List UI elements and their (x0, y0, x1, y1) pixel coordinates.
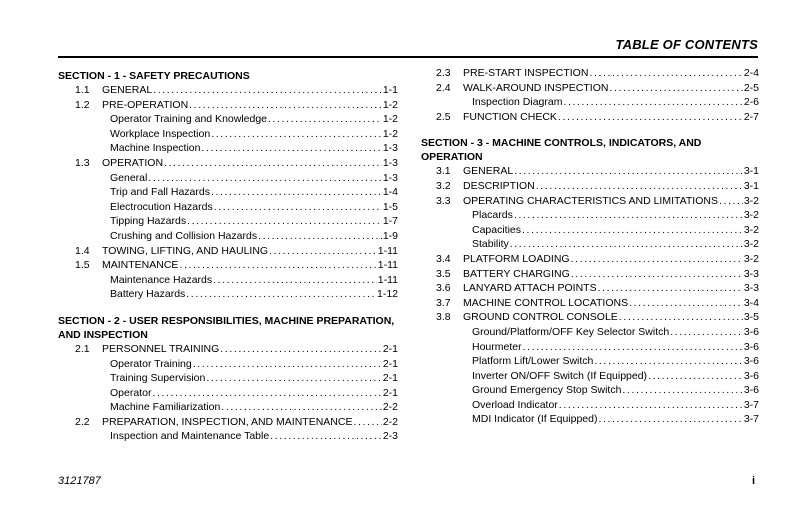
toc-entry[interactable] (421, 267, 759, 282)
page-number: i (751, 475, 755, 487)
entry-label: MAINTENANCE (102, 259, 179, 272)
entry-label: Crushing and Collision Hazards (110, 229, 258, 242)
section-heading[interactable]: SECTION - 1 - SAFETY PRECAUTIONS (58, 70, 250, 82)
entry-line (463, 310, 759, 325)
entry-line (463, 194, 759, 209)
entry-line (472, 369, 759, 384)
toc-entry[interactable] (58, 415, 398, 430)
entry-page: 3-1 (743, 179, 759, 192)
entry-page: 2-7 (743, 110, 759, 123)
toc-subentry[interactable] (421, 412, 759, 427)
entry-number: 2.3 (436, 67, 451, 79)
toc-entry[interactable] (421, 66, 759, 81)
entry-line (472, 383, 759, 398)
page-header-title: TABLE OF CONTENTS (615, 37, 758, 52)
entry-page: 3-6 (743, 384, 759, 397)
entry-label: DESCRIPTION (463, 179, 535, 192)
entry-number: 3.4 (436, 252, 451, 265)
entry-number: 3.1 (436, 165, 451, 178)
dot-leader (522, 223, 743, 238)
entry-page: 3-3 (743, 267, 759, 280)
section-spacer (58, 302, 398, 311)
entry-label: PREPARATION, INSPECTION, AND MAINTENANCE (102, 415, 353, 428)
entry-page: 1-2 (382, 98, 398, 111)
entry-line (102, 244, 398, 259)
toc-subentry[interactable] (421, 95, 759, 110)
entry-label: Machine Inspection (110, 142, 201, 155)
entry-number: 3.5 (436, 267, 451, 280)
entry-line (102, 98, 398, 113)
toc-subentry[interactable] (58, 229, 398, 244)
entry-label: Ground/Platform/OFF Key Selector Switch (472, 325, 670, 338)
toc-entry[interactable] (58, 83, 398, 98)
entry-number: 3.2 (436, 179, 451, 192)
entry-page: 1-3 (382, 156, 398, 169)
entry-page: 1-3 (382, 142, 398, 155)
dot-leader (523, 340, 743, 355)
toc-subentry[interactable] (421, 223, 759, 238)
entry-line (110, 112, 398, 127)
entry-number: 2.5 (436, 110, 451, 123)
entry-page: 3-7 (743, 413, 759, 426)
dot-leader (594, 354, 742, 369)
entry-label: Electrocution Hazards (110, 200, 213, 213)
entry-label: WALK-AROUND INSPECTION (463, 81, 609, 94)
dot-leader (211, 185, 382, 200)
toc-subentry[interactable] (58, 200, 398, 215)
entry-line (463, 296, 759, 311)
entry-page: 2-1 (382, 342, 398, 355)
toc-subentry[interactable] (58, 127, 398, 142)
dot-leader (619, 310, 743, 325)
dot-leader (220, 342, 382, 357)
header-rule (58, 56, 758, 58)
entry-page: 3-7 (743, 398, 759, 411)
dot-leader (559, 398, 743, 413)
entry-page: 3-6 (743, 325, 759, 338)
dot-leader (563, 95, 742, 110)
entry-line (463, 66, 759, 81)
entry-label: FUNCTION CHECK (463, 110, 557, 123)
toc-entry[interactable] (421, 81, 759, 96)
entry-page: 1-2 (382, 127, 398, 140)
entry-page: 3-3 (743, 282, 759, 295)
entry-page: 2-1 (382, 386, 398, 399)
entry-line (102, 342, 398, 357)
entry-label: MACHINE CONTROL LOCATIONS (463, 296, 629, 309)
dot-leader (201, 141, 381, 156)
dot-leader (589, 66, 742, 81)
entry-page: 3-4 (743, 296, 759, 309)
toc-subentry[interactable] (421, 325, 759, 340)
entry-page: 1-9 (382, 229, 398, 242)
entry-label: Operator Training (110, 357, 192, 370)
toc-entry[interactable] (421, 164, 759, 179)
entry-page: 1-11 (377, 259, 398, 272)
entry-number: 2.2 (75, 415, 90, 428)
entry-page: 3-6 (743, 355, 759, 368)
entry-line (472, 325, 759, 340)
entry-line (472, 354, 759, 369)
dot-leader (571, 267, 743, 282)
entry-label: Platform Lift/Lower Switch (472, 355, 594, 368)
entry-label: BATTERY CHARGING (463, 267, 570, 280)
dot-leader (270, 429, 382, 444)
dot-leader (353, 415, 381, 430)
dot-leader (153, 83, 382, 98)
entry-label: Operator (110, 386, 152, 399)
toc-subentry[interactable] (421, 398, 759, 413)
dot-leader (211, 127, 382, 142)
dot-leader (609, 81, 742, 96)
entry-line (463, 281, 759, 296)
entry-label: Placards (472, 209, 513, 222)
entry-line (102, 83, 398, 98)
entry-label: Tipping Hazards (110, 215, 187, 228)
toc-entry[interactable] (58, 342, 398, 357)
entry-line (463, 164, 759, 179)
dot-leader (719, 194, 743, 209)
entry-label: GENERAL (102, 84, 153, 96)
entry-page: 2-5 (743, 81, 759, 94)
entry-label: Workplace Inspection (110, 127, 211, 140)
entry-label: OPERATION (102, 156, 164, 169)
entry-label: TOWING, LIFTING, AND HAULING (102, 244, 269, 257)
entry-line (463, 267, 759, 282)
entry-label: PRE-OPERATION (102, 98, 189, 111)
entry-line (472, 340, 759, 355)
entry-line (110, 386, 398, 401)
entry-number: 1.3 (75, 156, 90, 169)
dot-leader (268, 112, 382, 127)
entry-label: Maintenance Hazards (110, 273, 213, 286)
entry-line (102, 156, 398, 171)
toc-subentry[interactable] (421, 354, 759, 369)
entry-line (110, 185, 398, 200)
entry-line (472, 95, 759, 110)
entry-label: Overload Indicator (472, 398, 558, 411)
entry-page: 2-3 (382, 430, 398, 443)
entry-label: PRE-START INSPECTION (463, 67, 589, 79)
entry-label: GROUND CONTROL CONSOLE (463, 311, 618, 324)
entry-label: Operator Training and Knowledge (110, 113, 268, 126)
entry-line (472, 208, 759, 223)
dot-leader (558, 110, 743, 125)
toc-entry[interactable] (421, 296, 759, 311)
toc-subentry[interactable] (421, 208, 759, 223)
toc-subentry[interactable] (58, 429, 398, 444)
toc-subentry[interactable] (421, 383, 759, 398)
toc-subentry[interactable] (421, 237, 759, 252)
entry-label: Ground Emergency Stop Switch (472, 384, 622, 397)
dot-leader (148, 171, 381, 186)
entry-page: 2-2 (382, 415, 398, 428)
toc-subentry[interactable] (58, 357, 398, 372)
entry-page: 3-5 (743, 311, 759, 324)
dot-leader (670, 325, 743, 340)
toc-entry[interactable] (421, 252, 759, 267)
entry-line (102, 415, 398, 430)
entry-line (463, 179, 759, 194)
entry-line (110, 371, 398, 386)
dot-leader (214, 200, 382, 215)
entry-page: 3-2 (743, 209, 759, 222)
entry-line (110, 287, 398, 302)
toc-subentry[interactable] (58, 287, 398, 302)
entry-line (463, 252, 759, 267)
entry-page: 2-4 (743, 67, 759, 79)
entry-line (110, 214, 398, 229)
entry-number: 3.8 (436, 311, 451, 324)
dot-leader (629, 296, 743, 311)
entry-label: PERSONNEL TRAINING (102, 342, 220, 355)
dot-leader (648, 369, 743, 384)
entry-page: 3-6 (743, 340, 759, 353)
toc-subentry[interactable] (58, 400, 398, 415)
entry-page: 1-3 (382, 171, 398, 184)
toc-left-column (58, 66, 398, 444)
entry-line (110, 357, 398, 372)
entry-page: 1-7 (382, 215, 398, 228)
entry-number: 2.4 (436, 81, 451, 94)
dot-leader (510, 237, 743, 252)
entry-label: Inspection and Maintenance Table (110, 430, 270, 443)
entry-line (110, 200, 398, 215)
entry-number: 1.5 (75, 259, 90, 272)
entry-line (102, 258, 398, 273)
entry-page: 3-1 (743, 165, 759, 178)
entry-page: 3-2 (743, 194, 759, 207)
toc-right-column (421, 66, 759, 427)
section-heading[interactable]: SECTION - 3 - MACHINE CONTROLS, INDICATORS, AND OPERATION (421, 137, 702, 164)
toc-entry[interactable] (421, 110, 759, 125)
entry-page: 2-1 (382, 372, 398, 385)
toc-entry[interactable] (421, 179, 759, 194)
toc-subentry[interactable] (58, 386, 398, 401)
entry-label: Hourmeter (472, 340, 522, 353)
dot-leader (213, 273, 377, 288)
entry-label: Machine Familiarization (110, 401, 221, 414)
entry-line (110, 171, 398, 186)
entry-page: 1-5 (382, 200, 398, 213)
entry-page: 1-12 (376, 288, 398, 301)
entry-line (110, 429, 398, 444)
dot-leader (152, 386, 381, 401)
entry-label: GENERAL (463, 165, 514, 178)
toc-subentry[interactable] (421, 369, 759, 384)
entry-line (110, 141, 398, 156)
dot-leader (179, 258, 376, 273)
entry-page: 3-2 (743, 223, 759, 236)
entry-line (463, 110, 759, 125)
dot-leader (622, 383, 742, 398)
entry-number: 1.1 (75, 84, 90, 96)
entry-number: 1.4 (75, 244, 90, 257)
dot-leader (514, 208, 743, 223)
dot-leader (571, 252, 743, 267)
entry-label: Capacities (472, 223, 522, 236)
entry-label: MDI Indicator (If Equipped) (472, 413, 598, 426)
entry-label: LANYARD ATTACH POINTS (463, 282, 597, 295)
entry-line (110, 229, 398, 244)
entry-label: Inspection Diagram (472, 96, 563, 109)
section-heading[interactable]: SECTION - 2 - USER RESPONSIBILITIES, MACHINE PREPARATION, AND INSPECTION (58, 314, 395, 341)
dot-leader (269, 244, 377, 259)
dot-leader (193, 357, 382, 372)
entry-page: 3-2 (743, 252, 759, 265)
dot-leader (187, 214, 382, 229)
toc-subentry[interactable] (58, 112, 398, 127)
dot-leader (514, 164, 743, 179)
entry-number: 1.2 (75, 98, 90, 111)
entry-page: 2-1 (382, 357, 398, 370)
entry-page: 1-4 (382, 186, 398, 199)
entry-label: Inverter ON/OFF Switch (If Equipped) (472, 369, 648, 382)
entry-line (472, 237, 759, 252)
toc-entry[interactable] (58, 258, 398, 273)
entry-line (110, 273, 398, 288)
entry-number: 3.7 (436, 296, 451, 309)
entry-line (110, 127, 398, 142)
entry-page: 1-11 (377, 244, 398, 257)
dot-leader (598, 281, 743, 296)
toc-entry[interactable] (421, 310, 759, 325)
toc-entry[interactable] (421, 194, 759, 209)
entry-line (110, 400, 398, 415)
dot-leader (186, 287, 376, 302)
toc-subentry[interactable] (58, 273, 398, 288)
entry-number: 3.6 (436, 282, 451, 295)
toc-subentry[interactable] (58, 214, 398, 229)
entry-number: 3.3 (436, 194, 451, 207)
document-number: 3121787 (58, 475, 101, 487)
entry-page: 1-11 (377, 273, 398, 286)
entry-label: OPERATING CHARACTERISTICS AND LIMITATIONS (463, 194, 718, 207)
toc-subentry[interactable] (58, 141, 398, 156)
dot-leader (598, 412, 742, 427)
entry-label: General (110, 171, 148, 184)
toc-subentry[interactable] (421, 340, 759, 355)
entry-label: Trip and Fall Hazards (110, 186, 210, 199)
toc-subentry[interactable] (58, 371, 398, 386)
dot-leader (536, 179, 743, 194)
entry-page: 3-6 (743, 369, 759, 382)
entry-line (472, 412, 759, 427)
toc-subentry[interactable] (58, 185, 398, 200)
entry-page: 1-1 (382, 84, 398, 96)
toc-entry[interactable] (58, 156, 398, 171)
entry-line (472, 398, 759, 413)
entry-number: 2.1 (75, 342, 90, 355)
entry-line (472, 223, 759, 238)
dot-leader (189, 98, 382, 113)
dot-leader (164, 156, 382, 171)
entry-line (463, 81, 759, 96)
dot-leader (221, 400, 382, 415)
dot-leader (206, 371, 381, 386)
entry-page: 2-2 (382, 401, 398, 414)
entry-page: 2-6 (743, 96, 759, 109)
toc-entry[interactable] (421, 281, 759, 296)
entry-page: 1-2 (382, 113, 398, 126)
entry-label: Training Supervision (110, 372, 206, 385)
entry-label: Stability (472, 238, 509, 251)
toc-entry[interactable] (58, 98, 398, 113)
dot-leader (258, 229, 382, 244)
toc-entry[interactable] (58, 244, 398, 259)
toc-subentry[interactable] (58, 171, 398, 186)
entry-label: PLATFORM LOADING (463, 252, 570, 265)
entry-label: Battery Hazards (110, 288, 186, 301)
entry-page: 3-2 (743, 238, 759, 251)
section-spacer (421, 124, 759, 133)
